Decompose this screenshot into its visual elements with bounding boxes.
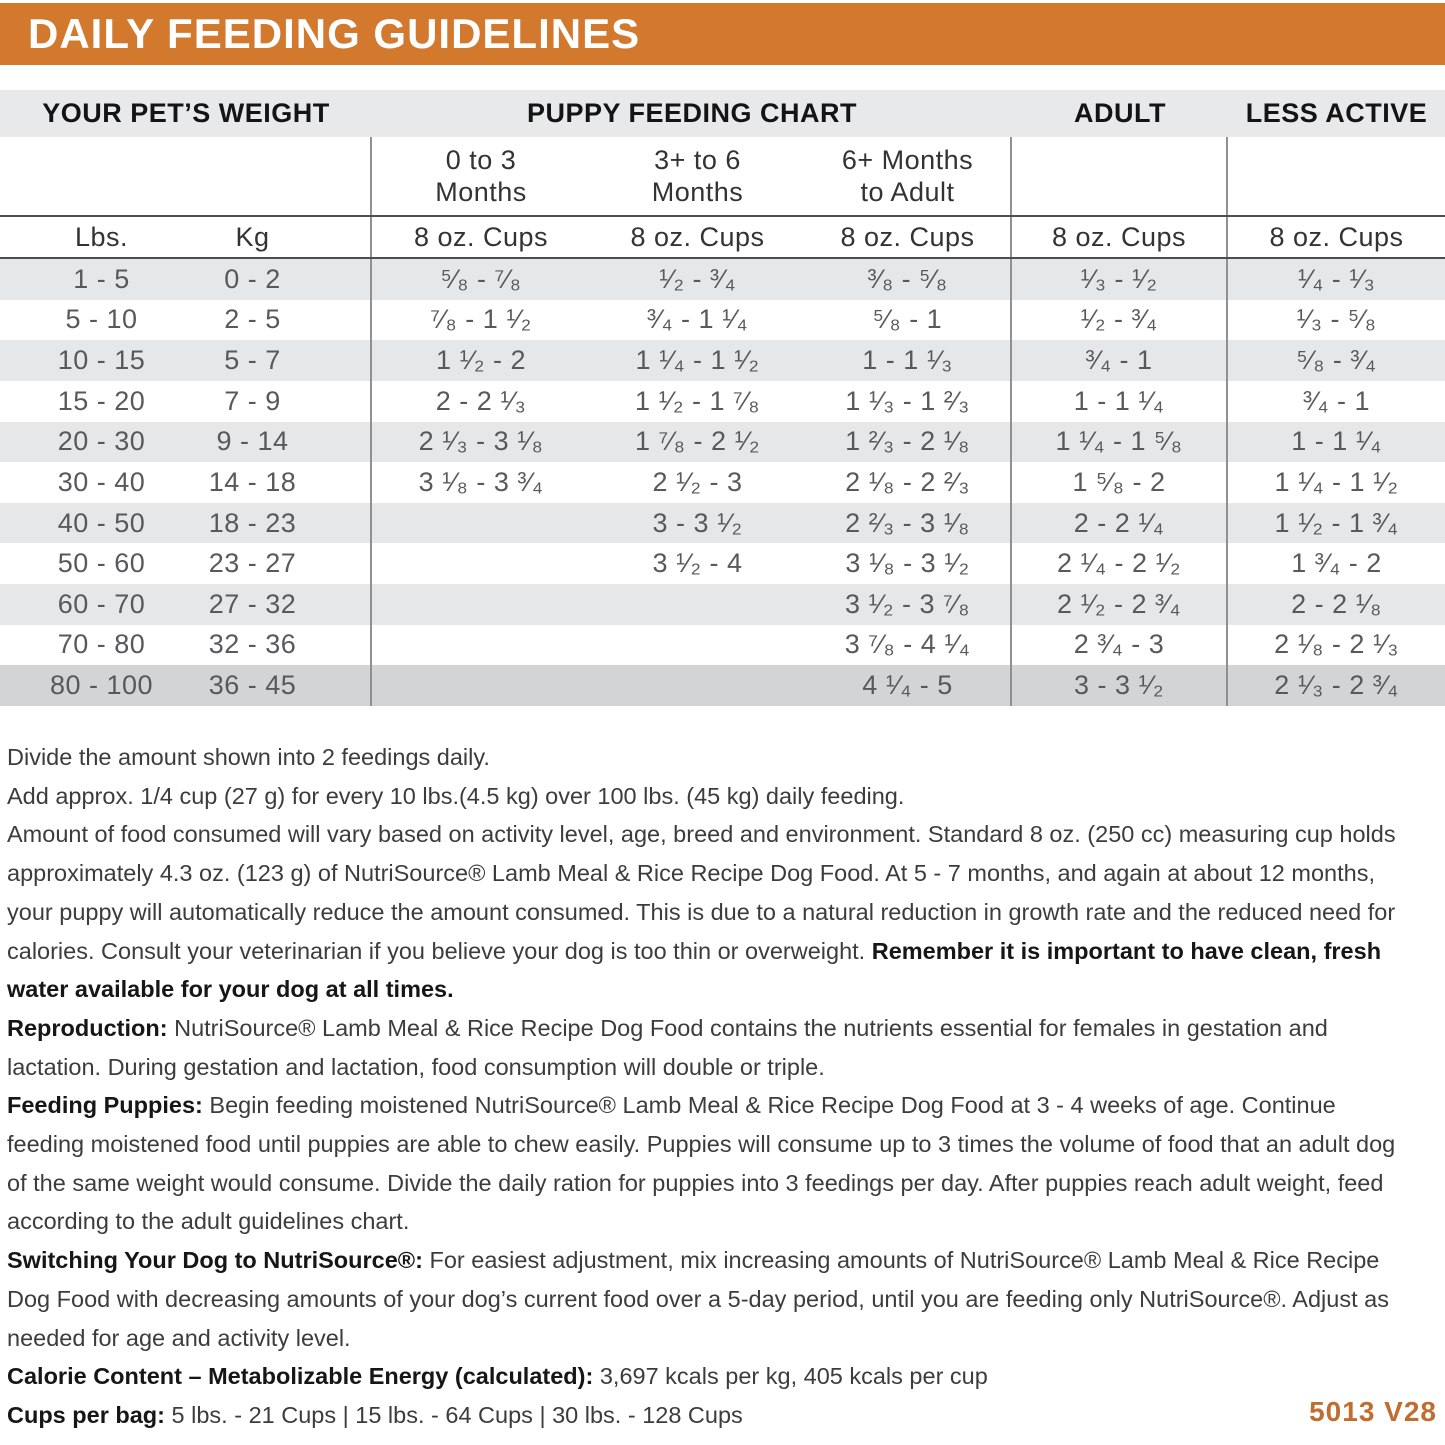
note-text: Amount of food consumed will vary based on activity level, age, breed and environment. Standard 8 oz. (250 cc) measuring cup holds approximately 4.3 oz. (123 g) of NutriSource® Lamb Meal & Rice Recipe Dog Food. At 5 - 7 months, and again at about 12 months, your puppy will automatically reduce the amount consumed. This is due to a natural reduction in growth rate and the reduced need for calories. Consult your veterinarian if you believe your dog is too thin or overweight. [7, 821, 1396, 964]
cell-p3-6: 1 ¹⁄₂ - 1 ⁷⁄₈ [635, 385, 760, 416]
note-text: 5 lbs. - 21 Cups | 15 lbs. - 64 Cups | 30 lbs. - 128 Cups [171, 1401, 743, 1428]
cell-lbs: 50 - 60 [57, 548, 146, 579]
table-row [0, 422, 1445, 463]
cell-p0-3: ⁷⁄₈ - 1 ¹⁄₂ [430, 304, 532, 335]
cell-p6-adult: 1 ²⁄₃ - 2 ¹⁄₈ [805, 422, 1012, 463]
age-col-0-3-months: 0 to 3 Months [435, 145, 527, 207]
note-lead-bold: Switching Your Dog to NutriSource®: [7, 1247, 430, 1274]
note-paragraph [7, 1357, 1407, 1396]
cell-adult: 1 ⁵⁄₈ - 2 [1012, 462, 1228, 503]
cell-lbs: 15 - 20 [57, 385, 146, 416]
table-row [0, 584, 1445, 625]
table-row [0, 503, 1445, 544]
cell-p0-3: 2 - 2 ¹⁄₃ [435, 385, 527, 416]
cell-lbs: 10 - 15 [57, 345, 146, 376]
cell-lbs: 5 - 10 [65, 304, 138, 335]
table-row [0, 625, 1445, 666]
age-col-less-active-spacer [1228, 137, 1445, 215]
col-header-cups-3-6: 8 oz. Cups [630, 221, 765, 252]
note-text: Divide the amount shown into 2 feedings daily. [7, 744, 490, 770]
cell-p0-3: 1 ¹⁄₂ - 2 [435, 345, 526, 376]
cell-lbs: 1 - 5 [73, 263, 130, 294]
header-adult: ADULT [1074, 98, 1166, 128]
cell-kg: 36 - 45 [185, 665, 372, 706]
table-row [0, 543, 1445, 584]
cell-adult: 2 ³⁄₄ - 3 [1012, 625, 1228, 666]
note-text: 3,697 kcals per kg, 405 kcals per cup [599, 1363, 988, 1390]
cell-p3-6: ³⁄₄ - 1 ¹⁄₄ [646, 304, 749, 335]
cell-adult: 2 - 2 ¹⁄₄ [1012, 503, 1228, 544]
note-text: Add approx. 1/4 cup (27 g) for every 10 lbs.(4.5 kg) over 100 lbs. (45 kg) daily feeding. [7, 782, 905, 809]
note-lead-bold: Cups per bag: [7, 1401, 172, 1428]
product-code: 5013 V28 [1309, 1396, 1437, 1427]
cell-p6-adult: 3 ¹⁄₈ - 3 ¹⁄₂ [805, 543, 1012, 584]
cell-kg: 18 - 23 [185, 503, 372, 544]
cell-lbs: 80 - 100 [49, 670, 154, 701]
cell-p6-adult: 3 ⁷⁄₈ - 4 ¹⁄₄ [805, 625, 1012, 666]
cell-p0-3 [372, 543, 590, 584]
cell-less-active: 1 ¹⁄₂ - 1 ³⁄₄ [1274, 507, 1399, 538]
note-text: Begin feeding moistened NutriSource® Lamb Meal & Rice Recipe Dog Food at 3 - 4 weeks of age. Continue feeding moistened food until puppies are able to chew easily. Puppies will consume up to 3 times the volume of food that an adult dog of the same weight would consume. Divide the daily ration for puppies into 3 feedings per day. After puppies reach adult weight, feed according to the adult guidelines chart. [7, 1092, 1396, 1235]
cell-less-active: 2 ¹⁄₃ - 2 ³⁄₄ [1274, 670, 1399, 701]
cell-p6-adult: ⁵⁄₈ - 1 [805, 300, 1012, 341]
cell-p3-6: 2 ¹⁄₂ - 3 [652, 466, 743, 497]
note-paragraph [7, 1086, 1407, 1241]
cell-less-active: ¹⁄₄ - ¹⁄₃ [1297, 263, 1376, 294]
cell-less-active: ³⁄₄ - 1 [1302, 385, 1371, 416]
cell-less-active: 2 - 2 ¹⁄₈ [1291, 588, 1382, 619]
table-body [0, 259, 1445, 706]
cell-lbs: 70 - 80 [57, 629, 146, 660]
cell-adult: ³⁄₄ - 1 [1012, 340, 1228, 381]
note-lead-bold: Calorie Content – Metabolizable Energy (calculated): [7, 1363, 600, 1390]
age-range-row [0, 137, 1445, 215]
cell-adult: 1 ¹⁄₄ - 1 ⁵⁄₈ [1012, 422, 1228, 463]
feeding-notes [7, 738, 1407, 1435]
cell-kg: 5 - 7 [185, 340, 372, 381]
cell-p3-6: 1 ¹⁄₄ - 1 ¹⁄₂ [635, 345, 760, 376]
cell-p0-3: 3 ¹⁄₈ - 3 ³⁄₄ [418, 466, 544, 497]
cell-kg: 7 - 9 [185, 381, 372, 422]
col-header-cups-6-adult: 8 oz. Cups [805, 217, 1012, 257]
cell-kg: 9 - 14 [185, 422, 372, 463]
cell-less-active: 1 ¹⁄₄ - 1 ¹⁄₂ [1274, 466, 1399, 497]
cell-p0-3 [372, 665, 590, 706]
cell-p3-6 [590, 584, 805, 625]
col-header-cups-less-active: 8 oz. Cups [1269, 221, 1404, 252]
note-lead-bold: Reproduction: [7, 1014, 175, 1041]
note-paragraph [7, 1241, 1407, 1357]
cell-p0-3: ⁵⁄₈ - ⁷⁄₈ [440, 263, 522, 294]
cell-lbs: 20 - 30 [57, 426, 146, 457]
note-lead-bold: Feeding Puppies: [7, 1092, 210, 1119]
cell-less-active: ⁵⁄₈ - ³⁄₄ [1296, 345, 1377, 376]
table-section-header-row [0, 90, 1445, 137]
table-row [0, 340, 1445, 381]
cell-lbs: 40 - 50 [57, 507, 146, 538]
cell-p6-adult: 3 ¹⁄₂ - 3 ⁷⁄₈ [805, 584, 1012, 625]
table-row [0, 300, 1445, 341]
note-paragraph [7, 738, 1407, 777]
page-title: DAILY FEEDING GUIDELINES [28, 10, 641, 57]
note-paragraph [7, 1396, 1407, 1435]
units-row [0, 215, 1445, 259]
age-col-adult-spacer [1012, 137, 1228, 215]
cell-p0-3 [372, 503, 590, 544]
cell-p6-adult: 2 ¹⁄₈ - 2 ²⁄₃ [805, 462, 1012, 503]
table-row [0, 462, 1445, 503]
cell-kg: 27 - 32 [185, 584, 372, 625]
cell-p0-3 [372, 625, 590, 666]
cell-adult: ¹⁄₃ - ¹⁄₂ [1012, 259, 1228, 300]
cell-p6-adult: ³⁄₈ - ⁵⁄₈ [805, 259, 1012, 300]
note-paragraph [7, 815, 1407, 1009]
cell-p0-3: 2 ¹⁄₃ - 3 ¹⁄₈ [418, 426, 544, 457]
cell-less-active: 1 ³⁄₄ - 2 [1291, 548, 1382, 579]
cell-adult: 1 - 1 ¹⁄₄ [1012, 381, 1228, 422]
cell-adult: ¹⁄₂ - ³⁄₄ [1012, 300, 1228, 341]
cell-kg: 2 - 5 [185, 300, 372, 341]
cell-kg: 14 - 18 [185, 462, 372, 503]
header-your-pets-weight: YOUR PET’S WEIGHT [42, 98, 330, 128]
cell-lbs: 30 - 40 [57, 466, 146, 497]
cell-lbs: 60 - 70 [57, 588, 146, 619]
col-header-cups-adult: 8 oz. Cups [1012, 217, 1228, 257]
cell-p3-6 [590, 665, 805, 706]
note-paragraph [7, 1009, 1407, 1086]
cell-p6-adult: 2 ²⁄₃ - 3 ¹⁄₈ [805, 503, 1012, 544]
cell-p3-6: 1 ⁷⁄₈ - 2 ¹⁄₂ [635, 426, 760, 457]
col-header-kg: Kg [185, 217, 372, 257]
cell-kg: 0 - 2 [185, 259, 372, 300]
cell-p6-adult: 4 ¹⁄₄ - 5 [805, 665, 1012, 706]
cell-p3-6: ¹⁄₂ - ³⁄₄ [659, 263, 736, 294]
cell-adult: 2 ¹⁄₂ - 2 ³⁄₄ [1012, 584, 1228, 625]
cell-adult: 3 - 3 ¹⁄₂ [1012, 665, 1228, 706]
cell-p3-6: 3 ¹⁄₂ - 4 [652, 548, 743, 579]
cell-adult: 2 ¹⁄₄ - 2 ¹⁄₂ [1012, 543, 1228, 584]
cell-kg: 32 - 36 [185, 625, 372, 666]
col-header-cups-0-3: 8 oz. Cups [413, 221, 549, 252]
table-row [0, 259, 1445, 300]
age-col-6-months-to-adult: 6+ Months to Adult [805, 137, 1012, 215]
col-header-lbs: Lbs. [74, 221, 129, 252]
cell-less-active: 2 ¹⁄₈ - 2 ¹⁄₃ [1274, 629, 1399, 660]
cell-p3-6 [590, 625, 805, 666]
feeding-table [0, 90, 1445, 706]
cell-p0-3 [372, 584, 590, 625]
note-text: For easiest adjustment, mix increasing amounts of NutriSource® Lamb Meal & Rice Recipe Dog Food with decreasing amounts of your dog’s current food over a 5-day period, until you are feeding only NutriSource®. Adjust as needed for age and activity level. [7, 1247, 1389, 1351]
header-puppy-feeding-chart: PUPPY FEEDING CHART [526, 98, 858, 128]
cell-p3-6: 3 - 3 ¹⁄₂ [652, 507, 743, 538]
note-text: NutriSource® Lamb Meal & Rice Recipe Dog Food contains the nutrients essential for females in gestation and lactation. During gestation and lactation, food consumption will double or triple. [7, 1014, 1328, 1080]
age-col-spacer [0, 137, 372, 215]
banner [0, 3, 1445, 65]
note-lead-bold: Remember it is important to have clean, fresh water available for your dog at all times. [7, 937, 1382, 1003]
cell-p6-adult: 1 ¹⁄₃ - 1 ²⁄₃ [805, 381, 1012, 422]
table-row [0, 665, 1445, 706]
cell-kg: 23 - 27 [185, 543, 372, 584]
cell-less-active: ¹⁄₃ - ⁵⁄₈ [1296, 304, 1377, 335]
note-paragraph [7, 777, 1407, 816]
table-row [0, 381, 1445, 422]
cell-less-active: 1 - 1 ¹⁄₄ [1291, 426, 1382, 457]
cell-p6-adult: 1 - 1 ¹⁄₃ [805, 340, 1012, 381]
header-less-active: LESS ACTIVE [1245, 98, 1428, 128]
age-col-3-6-months: 3+ to 6 Months [651, 145, 744, 207]
